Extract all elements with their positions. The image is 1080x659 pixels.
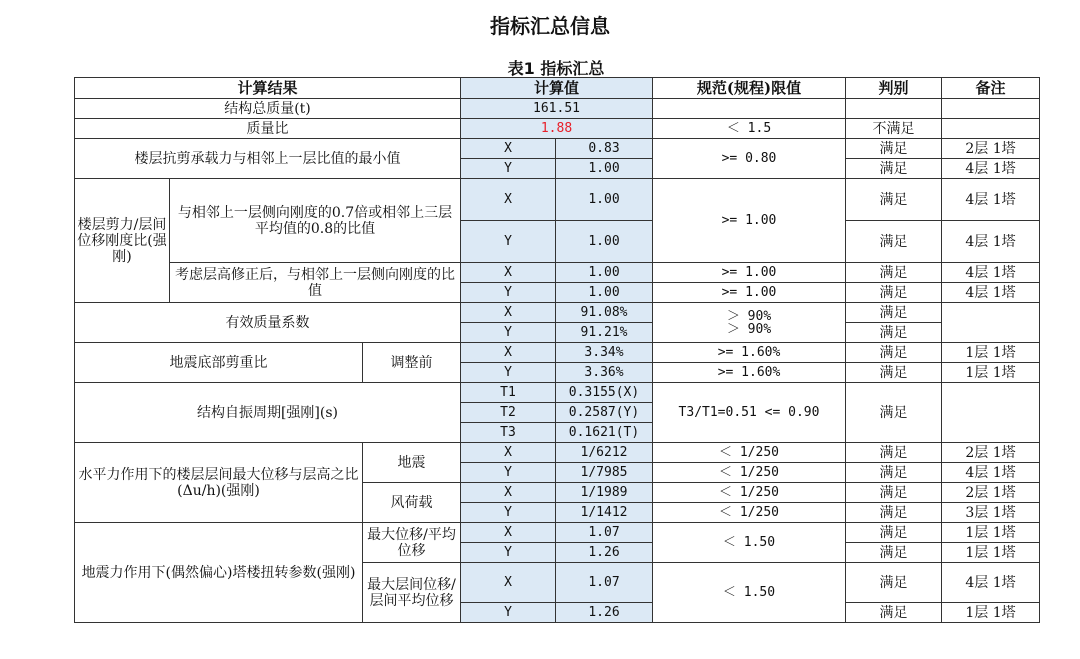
cell-dir: Y — [461, 283, 556, 303]
cell-dir: Y — [461, 603, 556, 623]
cell-value: 1.00 — [556, 179, 653, 221]
table-row — [75, 179, 1040, 221]
cell-limit — [653, 303, 846, 343]
cell-value: 1.26 — [556, 603, 653, 623]
cell-dir: Y — [461, 323, 556, 343]
cell-judge: 满足 — [846, 221, 942, 263]
cell-judge: 满足 — [846, 563, 942, 603]
cell-note: 2层 1塔 — [942, 483, 1040, 503]
row-label: 有效质量系数 — [75, 303, 461, 343]
header-row — [75, 78, 1040, 99]
cell-judge: 满足 — [846, 503, 942, 523]
cell-limit: >= 1.60% — [653, 363, 846, 383]
cell-note: 4层 1塔 — [942, 283, 1040, 303]
cell-limit: ＜ 1.5 — [653, 119, 846, 139]
sub-label: 最大层间位移/层间平均位移 — [363, 563, 461, 623]
cell-value: 1/1412 — [556, 503, 653, 523]
cell-judge: 满足 — [846, 343, 942, 363]
cell-value: 1.00 — [556, 221, 653, 263]
cell-note: 2层 1塔 — [942, 443, 1040, 463]
cell-note: 1层 1塔 — [942, 523, 1040, 543]
header-note: 备注 — [942, 78, 1040, 99]
cell-value: 1.26 — [556, 543, 653, 563]
header-judge: 判别 — [846, 78, 942, 99]
table-row — [75, 263, 1040, 283]
cell-value: 3.36% — [556, 363, 653, 383]
sub-label: 地震 — [363, 443, 461, 483]
cell-value: 0.83 — [556, 139, 653, 159]
cell-judge: 不满足 — [846, 119, 942, 139]
row-label: 地震底部剪重比 — [75, 343, 363, 383]
table-row — [75, 523, 1040, 543]
cell-value: 0.1621(T) — [556, 423, 653, 443]
cell-limit: ＜ 1/250 — [653, 483, 846, 503]
row-label: 结构自振周期[强刚](s) — [75, 383, 461, 443]
cell-value: 3.34% — [556, 343, 653, 363]
header-result: 计算结果 — [75, 78, 461, 99]
cell-limit-line: ＞ 90% — [726, 321, 772, 337]
cell-note: 3层 1塔 — [942, 503, 1040, 523]
cell-dir: Y — [461, 463, 556, 483]
cell-judge: 满足 — [846, 139, 942, 159]
cell-note: 2层 1塔 — [942, 139, 1040, 159]
cell-dir: X — [461, 563, 556, 603]
cell-value: 1/1989 — [556, 483, 653, 503]
cell-dir: X — [461, 139, 556, 159]
cell-dir: X — [461, 179, 556, 221]
row-label: 质量比 — [75, 119, 461, 139]
cell-dir: T1 — [461, 383, 556, 403]
cell-value: 1.00 — [556, 283, 653, 303]
header-value: 计算值 — [461, 78, 653, 99]
cell-dir: T3 — [461, 423, 556, 443]
cell-limit: ＜ 1.50 — [653, 523, 846, 563]
cell-limit: ＜ 1/250 — [653, 503, 846, 523]
sub-label: 最大位移/平均位移 — [363, 523, 461, 563]
cell-dir: X — [461, 443, 556, 463]
row-label: 楼层抗剪承载力与相邻上一层比值的最小值 — [75, 139, 461, 179]
table-row — [75, 119, 1040, 139]
cell-judge: 满足 — [846, 483, 942, 503]
cell-judge: 满足 — [846, 363, 942, 383]
cell-value: 1.07 — [556, 563, 653, 603]
cell-judge: 满足 — [846, 323, 942, 343]
cell-dir: Y — [461, 363, 556, 383]
cell-judge: 满足 — [846, 283, 942, 303]
row-label: 地震力作用下(偶然偏心)塔楼扭转参数(强刚) — [75, 523, 363, 623]
cell-judge: 满足 — [846, 463, 942, 483]
cell-dir: Y — [461, 543, 556, 563]
sub-label: 风荷载 — [363, 483, 461, 523]
cell-dir: T2 — [461, 403, 556, 423]
cell-note: 1层 1塔 — [942, 543, 1040, 563]
cell-value: 91.08% — [556, 303, 653, 323]
cell-value: 91.21% — [556, 323, 653, 343]
metrics-table — [74, 77, 1040, 623]
cell-note: 4层 1塔 — [942, 263, 1040, 283]
page-title: 指标汇总信息 — [490, 14, 610, 38]
row-label: 水平力作用下的楼层层间最大位移与层高之比(Δu/h)(强刚) — [75, 443, 363, 523]
cell-value: 0.3155(X) — [556, 383, 653, 403]
cell-value: 1.00 — [556, 263, 653, 283]
cell-dir: X — [461, 483, 556, 503]
cell-judge: 满足 — [846, 603, 942, 623]
table-row — [75, 99, 1040, 119]
cell-note: 4层 1塔 — [942, 179, 1040, 221]
cell-note: 4层 1塔 — [942, 463, 1040, 483]
cell-judge: 满足 — [846, 179, 942, 221]
cell-limit: T3/T1=0.51 <= 0.90 — [653, 383, 846, 443]
cell-value: 1/6212 — [556, 443, 653, 463]
cell-value: 161.51 — [461, 99, 653, 119]
cell-value: 0.2587(Y) — [556, 403, 653, 423]
cell-limit: ＜ 1.50 — [653, 563, 846, 623]
cell-note: 4层 1塔 — [942, 221, 1040, 263]
cell-note: 4层 1塔 — [942, 159, 1040, 179]
cell-judge: 满足 — [846, 159, 942, 179]
header-limit: 规范(规程)限值 — [653, 78, 846, 99]
cell-judge: 满足 — [846, 303, 942, 323]
cell-value: 1.07 — [556, 523, 653, 543]
cell-judge: 满足 — [846, 523, 942, 543]
cell-dir: X — [461, 303, 556, 323]
cell-dir: X — [461, 343, 556, 363]
cell-limit: >= 1.60% — [653, 343, 846, 363]
table-row — [75, 139, 1040, 159]
table-row — [75, 443, 1040, 463]
sub-label: 考虑层高修正后，与相邻上一层侧向刚度的比值 — [170, 263, 461, 303]
sub-label: 与相邻上一层侧向刚度的0.7倍或相邻上三层平均值的0.8的比值 — [170, 179, 461, 263]
cell-judge: 满足 — [846, 263, 942, 283]
cell-limit: ＜ 1/250 — [653, 443, 846, 463]
table-caption: 表1 指标汇总 — [507, 59, 605, 78]
cell-dir: X — [461, 263, 556, 283]
cell-judge: 满足 — [846, 443, 942, 463]
cell-judge: 满足 — [846, 383, 942, 443]
cell-note: 1层 1塔 — [942, 603, 1040, 623]
sub-label: 调整前 — [363, 343, 461, 383]
cell-limit: >= 1.00 — [653, 263, 846, 283]
cell-dir: X — [461, 523, 556, 543]
row-label: 结构总质量(t) — [75, 99, 461, 119]
cell-limit-line: ＞ 90% — [726, 308, 772, 324]
table-row — [75, 303, 1040, 323]
cell-limit: >= 0.80 — [653, 139, 846, 179]
cell-dir: Y — [461, 159, 556, 179]
cell-note: 1层 1塔 — [942, 343, 1040, 363]
cell-note: 4层 1塔 — [942, 563, 1040, 603]
table-row — [75, 343, 1040, 363]
cell-limit: >= 1.00 — [653, 179, 846, 263]
cell-limit: >= 1.00 — [653, 283, 846, 303]
cell-dir: Y — [461, 503, 556, 523]
cell-judge: 满足 — [846, 543, 942, 563]
cell-value: 1.00 — [556, 159, 653, 179]
cell-value-fail: 1.88 — [461, 119, 653, 139]
cell-value: 1/7985 — [556, 463, 653, 483]
cell-limit: ＜ 1/250 — [653, 463, 846, 483]
table-row — [75, 383, 1040, 403]
group-label: 楼层剪力/层间位移刚度比(强刚) — [75, 179, 170, 303]
cell-note: 1层 1塔 — [942, 363, 1040, 383]
cell-dir: Y — [461, 221, 556, 263]
